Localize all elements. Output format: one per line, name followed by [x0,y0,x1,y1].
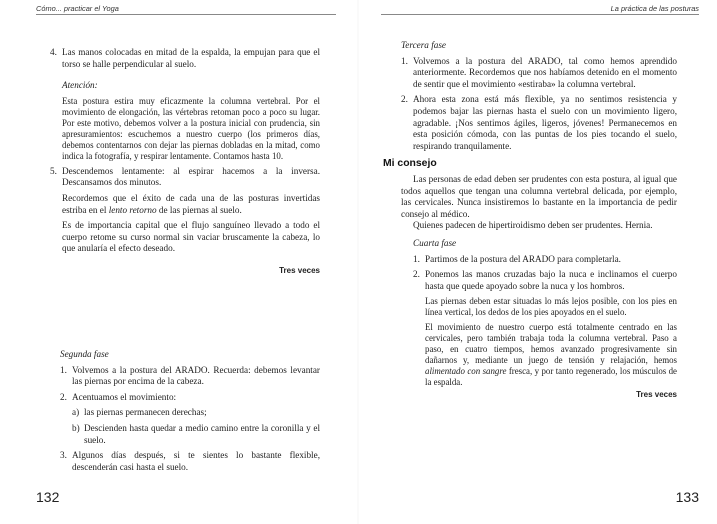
segunda-item-2 [60,392,320,404]
page-number-left: 132 [36,489,60,505]
consejo-paragraph-2: Quienes padecen de hipertiroidismo deben ser prudentes. Hernia. [413,220,653,231]
running-header-right: La práctica de las posturas [610,4,699,13]
text-run: El movimiento de nuestro cuerpo está totalmente centrado en las cervicales, pero también trabaja toda la columna vertebral. Paso a paso, en cuatro tiempos, hemos avanzado progresivamente sin dañarnos y, mediante un juego de tensión y relajación, hemos [425,322,677,366]
text-run: fresca, y por tanto regenerado, los músculos de la espalda. [425,366,677,388]
importancia-paragraph: Es de importancia capital que el flujo sanguíneo llevado a todo el cuerpo retome su curso normal sin vaciar bruscamente la cabeza, lo que anularía el efecto deseado. [62,220,320,254]
list-number: 1. [413,253,420,264]
list-text: Algunos días después, si te sientes lo bastante flexible, descenderán casi hasta el suelo. [72,450,320,472]
atencion-block [62,80,320,162]
list-text: Volvemos a la postura del ARADO. Recuerda: debemos levantar las piernas por encima de la cabeza. [72,364,320,387]
left-page [0,0,358,524]
list-text: Partimos de la postura del ARADO para completarla. [425,253,621,264]
mi-consejo-heading: Mi consejo [383,158,437,170]
tres-veces-label: Tres veces [279,265,320,275]
list-number: 3. [60,450,67,461]
segunda-item-1 [60,365,320,388]
tercera-item-2 [401,94,677,152]
italic-run: lento retorno [108,204,157,215]
page-number-right: 133 [675,489,699,505]
list-item-5 [50,166,320,189]
segunda-sub-a [72,407,320,419]
sub-letter: b) [72,422,80,433]
list-number: 2. [413,269,420,280]
list-number: 1. [60,364,67,375]
list-text: Volvemos a la postura del ARADO, tal como hemos aprendido anteriormente. Recordemos que nos habíamos detenido en el momento de sentir que el movimiento «estiraba» la columna vertebral. [413,55,677,89]
cuarta-item-1 [413,254,677,266]
segunda-item-3 [60,450,320,473]
sub-letter: a) [72,407,80,418]
header-rule-right [381,14,699,15]
sub-text: las piernas permanecen derechas; [84,407,207,418]
text-run: Recordemos que el éxito de cada una de las posturas invertidas estriba en el [62,192,320,215]
tres-veces-label: Tres veces [636,390,677,400]
header-rule-left [36,14,336,15]
list-text: Acentuamos el movimiento: [72,391,177,402]
list-text: Ahora esta zona está más flexible, ya no sentimos resistencia y podemos bajar las piernas hasta el suelo con un movimiento ligero, agradable. ¡Nos sentimos ágiles, ligeros, jóvenes! Permanecemos en esta posición cómoda, con las puntas de los pies tocando el suelo, respirando tranquilamente. [413,94,677,151]
text-run: de las piernas al suelo. [156,204,242,215]
segunda-fase-section [60,349,320,477]
italic-run: alimentado con sangre [425,366,507,377]
sub-text: Descienden hasta quedar a medio camino entre la coronilla y el suelo. [84,422,320,445]
atencion-paragraph: Esta postura estira muy eficazmente la columna vertebral. Por el movimiento de elongación, las vértebras retoman poco a poco su lugar. Por este motivo, debemos volver a la postura inicial con prudencia, sin apresuramientos: escuchemos a nuestro cuerpo (los primeros días, debemos contentarnos con dejar las piernas dobladas en la mitad, como indica la fotografía, y respirar lentamente. Contamos hasta 10. [62,95,320,161]
list-item-4 [50,47,320,70]
list-number: 5. [50,165,57,176]
segunda-fase-heading: Segunda fase [60,349,109,359]
tercera-item-1 [401,56,677,91]
list-number: 4. [50,47,57,57]
cuarta-fase-heading: Cuarta fase [413,237,457,248]
tres-veces-left [50,265,320,277]
list-text: Ponemos las manos cruzadas bajo la nuca e inclinamos el cuerpo hasta que quede apoyado sobre la nuca y los hombros. [425,269,677,291]
segunda-sub-b [72,423,320,446]
list-text: Las manos colocadas en mitad de la espalda, la empujan para que el torso se halle perpendicular al suelo. [62,47,320,69]
right-content [383,40,677,401]
tercera-fase-heading: Tercera fase [401,40,446,50]
list-number: 2. [60,391,67,402]
consejo-paragraph-1: Las personas de edad deben ser prudentes con esta postura, al igual que todos aquellos que tengan una columna vertebral delicada, por ejemplo, las cervicales. Nunca insistiremos lo bastante en la importancia de pedir consejo al médico. [401,173,677,219]
atencion-heading: Atención: [62,80,98,91]
cuarta-item-2 [413,269,677,292]
list-number: 1. [401,55,408,66]
left-content [50,47,320,277]
recordemos-paragraph [62,193,320,216]
tres-veces-right [401,389,677,401]
list-number: 2. [401,94,408,105]
right-page [359,0,717,524]
cuarta-paragraph-2 [425,322,677,388]
list-text: Descendemos lentamente: al espirar hacemos a la inversa. Descansamos dos minutos. [62,165,320,188]
running-header-left: Cómo... practicar el Yoga [36,4,119,13]
cuarta-paragraph-1: Las piernas deben estar situadas lo más lejos posible, con los pies en línea vertical, los dedos de los pies apoyados en el suelo. [425,296,677,318]
